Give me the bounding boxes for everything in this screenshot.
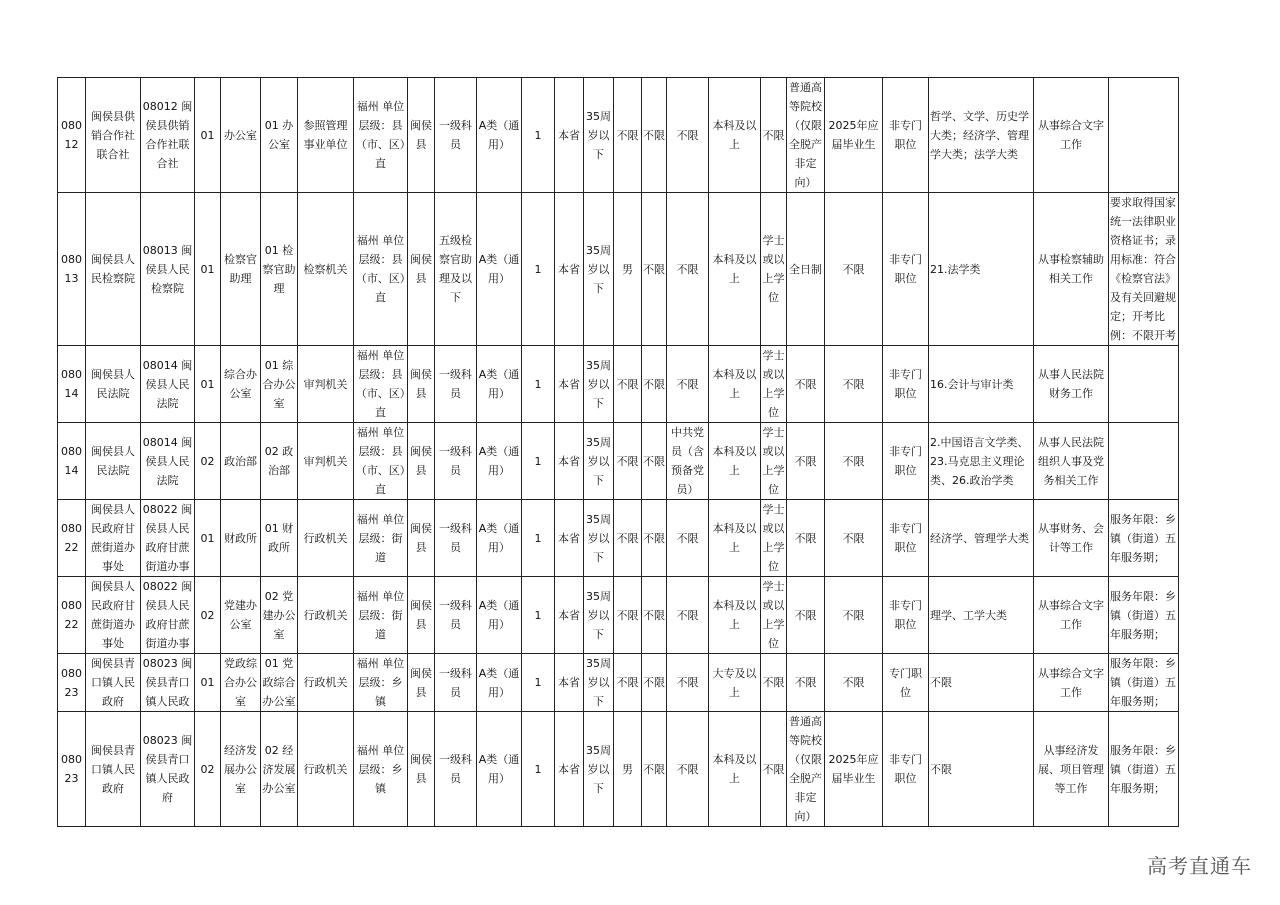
cell-department: 闽侯县人民检察院	[86, 193, 141, 346]
cell-school-type: 不限	[787, 500, 825, 577]
cell-age: 35周岁以下	[584, 193, 614, 346]
cell-position-no: 02	[195, 423, 221, 500]
cell-code: 08013	[58, 193, 86, 346]
cell-household: 本省	[555, 500, 584, 577]
cell-major: 经济学、管理学大类	[929, 500, 1034, 577]
cell-age: 35周岁以下	[584, 346, 614, 423]
cell-position-full: 01 财政所	[261, 500, 298, 577]
cell-position-name: 经济发展办公室	[221, 712, 261, 827]
cell-gender: 不限	[614, 423, 642, 500]
cell-code: 08022	[58, 500, 86, 577]
cell-age: 35周岁以下	[584, 500, 614, 577]
cell-school-type: 普通高等院校（仅限全脱产非定向）	[787, 712, 825, 827]
cell-major: 不限	[929, 654, 1034, 712]
cell-position-no: 01	[195, 500, 221, 577]
cell-graduate-status: 2025年应届毕业生	[825, 78, 883, 193]
cell-department: 闽侯县人民政府甘蔗街道办事处	[86, 577, 141, 654]
cell-exam-category: A类（通用）	[477, 577, 522, 654]
cell-unit-level: 福州 单位层级：街道	[354, 500, 408, 577]
cell-graduate-status: 不限	[825, 423, 883, 500]
cell-position-name: 党建办公室	[221, 577, 261, 654]
cell-location: 闽侯县	[408, 193, 435, 346]
table-row	[58, 577, 1179, 654]
cell-politics: 不限	[667, 712, 709, 827]
cell-unit-type: 审判机关	[298, 346, 354, 423]
cell-department: 闽侯县人民法院	[86, 346, 141, 423]
cell-department: 闽侯县供销合作社联合社	[86, 78, 141, 193]
cell-headcount: 1	[522, 193, 555, 346]
cell-remarks: 服务年限：乡镇（街道）五年服务期；	[1109, 500, 1179, 577]
cell-location: 闽侯县	[408, 346, 435, 423]
cell-dept-full: 08013 闽侯县人民检察院	[141, 193, 195, 346]
cell-politics: 中共党员（含预备党员）	[667, 423, 709, 500]
cell-household: 本省	[555, 78, 584, 193]
cell-exam-category: A类（通用）	[477, 346, 522, 423]
cell-position-type: 非专门职位	[883, 193, 929, 346]
cell-school-type: 普通高等院校（仅限全脱产非定向）	[787, 78, 825, 193]
table-row	[58, 500, 1179, 577]
cell-grade: 一级科员	[435, 346, 477, 423]
cell-education: 本科及以上	[709, 712, 761, 827]
cell-position-name: 财政所	[221, 500, 261, 577]
cell-department: 闽侯县青口镇人民政府	[86, 654, 141, 712]
cell-dept-full: 08023 闽侯县青口镇人民政府	[141, 712, 195, 827]
cell-location: 闽侯县	[408, 500, 435, 577]
cell-graduate-status: 不限	[825, 193, 883, 346]
cell-department: 闽侯县人民政府甘蔗街道办事处	[86, 500, 141, 577]
cell-grade: 五级检察官助理及以下	[435, 193, 477, 346]
cell-school-type: 不限	[787, 577, 825, 654]
cell-position-no: 01	[195, 78, 221, 193]
cell-graduate-status: 不限	[825, 577, 883, 654]
cell-code: 08014	[58, 346, 86, 423]
cell-position-no: 02	[195, 712, 221, 827]
cell-graduate-status: 不限	[825, 500, 883, 577]
cell-headcount: 1	[522, 423, 555, 500]
cell-code: 08014	[58, 423, 86, 500]
cell-grade: 一级科员	[435, 577, 477, 654]
cell-politics: 不限	[667, 577, 709, 654]
cell-major: 哲学、文学、历史学大类；经济学、管理学大类；法学大类	[929, 78, 1034, 193]
cell-degree: 学士或以上学位	[761, 500, 787, 577]
cell-code: 08023	[58, 712, 86, 827]
cell-location: 闽侯县	[408, 78, 435, 193]
cell-gender: 不限	[614, 500, 642, 577]
cell-position-name: 办公室	[221, 78, 261, 193]
cell-remarks: 服务年限：乡镇（街道）五年服务期；	[1109, 654, 1179, 712]
cell-remarks: 要求取得国家统一法律职业资格证书；录用标准：符合《检察官法》及有关回避规定；开考比例：不限开考	[1109, 193, 1179, 346]
cell-school-type: 不限	[787, 346, 825, 423]
cell-dept-full: 08012 闽侯县供销合作社联合社	[141, 78, 195, 193]
cell-ethnicity: 不限	[642, 193, 667, 346]
table-row	[58, 193, 1179, 346]
cell-education: 大专及以上	[709, 654, 761, 712]
cell-ethnicity: 不限	[642, 654, 667, 712]
cell-headcount: 1	[522, 712, 555, 827]
cell-location: 闽侯县	[408, 577, 435, 654]
cell-position-type: 非专门职位	[883, 346, 929, 423]
cell-education: 本科及以上	[709, 577, 761, 654]
cell-position-name: 综合办公室	[221, 346, 261, 423]
cell-dept-full: 08014 闽侯县人民法院	[141, 346, 195, 423]
cell-education: 本科及以上	[709, 500, 761, 577]
cell-exam-category: A类（通用）	[477, 500, 522, 577]
cell-ethnicity: 不限	[642, 577, 667, 654]
cell-politics: 不限	[667, 500, 709, 577]
cell-age: 35周岁以下	[584, 654, 614, 712]
cell-headcount: 1	[522, 654, 555, 712]
cell-unit-level: 福州 单位层级：街道	[354, 577, 408, 654]
cell-position-type: 非专门职位	[883, 577, 929, 654]
cell-graduate-status: 不限	[825, 654, 883, 712]
cell-position-type: 专门职位	[883, 654, 929, 712]
cell-position-full: 02 政治部	[261, 423, 298, 500]
cell-department: 闽侯县青口镇人民政府	[86, 712, 141, 827]
cell-degree: 学士或以上学位	[761, 193, 787, 346]
cell-department: 闽侯县人民法院	[86, 423, 141, 500]
cell-degree: 不限	[761, 712, 787, 827]
cell-grade: 一级科员	[435, 500, 477, 577]
cell-code: 08022	[58, 577, 86, 654]
cell-remarks: 服务年限：乡镇（街道）五年服务期；	[1109, 712, 1179, 827]
cell-household: 本省	[555, 346, 584, 423]
cell-position-full: 01 党政综合办公室	[261, 654, 298, 712]
watermark-text: 高考直通车	[1147, 854, 1252, 878]
cell-unit-level: 福州 单位层级：县（市、区）直	[354, 346, 408, 423]
cell-grade: 一级科员	[435, 78, 477, 193]
cell-code: 08012	[58, 78, 86, 193]
cell-remarks	[1109, 78, 1179, 193]
cell-ethnicity: 不限	[642, 500, 667, 577]
cell-exam-category: A类（通用）	[477, 654, 522, 712]
cell-unit-level: 福州 单位层级：乡镇	[354, 654, 408, 712]
cell-education: 本科及以上	[709, 193, 761, 346]
cell-degree: 不限	[761, 654, 787, 712]
cell-age: 35周岁以下	[584, 423, 614, 500]
cell-age: 35周岁以下	[584, 78, 614, 193]
cell-school-type: 不限	[787, 654, 825, 712]
cell-job-duty: 从事综合文字工作	[1034, 78, 1109, 193]
cell-location: 闽侯县	[408, 712, 435, 827]
cell-position-name: 党政综合办公室	[221, 654, 261, 712]
cell-unit-level: 福州 单位层级：县（市、区）直	[354, 423, 408, 500]
cell-location: 闽侯县	[408, 654, 435, 712]
table-row	[58, 78, 1179, 193]
cell-degree: 不限	[761, 78, 787, 193]
cell-graduate-status: 不限	[825, 346, 883, 423]
cell-position-full: 01 检察官助理	[261, 193, 298, 346]
cell-ethnicity: 不限	[642, 78, 667, 193]
cell-major: 不限	[929, 712, 1034, 827]
table-row	[58, 423, 1179, 500]
cell-unit-type: 行政机关	[298, 654, 354, 712]
cell-grade: 一级科员	[435, 654, 477, 712]
cell-politics: 不限	[667, 654, 709, 712]
cell-remarks: 服务年限：乡镇（街道）五年服务期；	[1109, 577, 1179, 654]
cell-position-full: 02 经济发展办公室	[261, 712, 298, 827]
cell-ethnicity: 不限	[642, 346, 667, 423]
cell-school-type: 不限	[787, 423, 825, 500]
cell-gender: 不限	[614, 654, 642, 712]
cell-position-type: 非专门职位	[883, 712, 929, 827]
cell-unit-type: 行政机关	[298, 712, 354, 827]
cell-job-duty: 从事人民法院组织人事及党务相关工作	[1034, 423, 1109, 500]
cell-gender: 男	[614, 712, 642, 827]
cell-graduate-status: 2025年应届毕业生	[825, 712, 883, 827]
cell-job-duty: 从事综合文字工作	[1034, 654, 1109, 712]
cell-gender: 男	[614, 193, 642, 346]
cell-gender: 不限	[614, 78, 642, 193]
cell-gender: 不限	[614, 346, 642, 423]
cell-household: 本省	[555, 423, 584, 500]
table-row	[58, 346, 1179, 423]
cell-exam-category: A类（通用）	[477, 423, 522, 500]
cell-degree: 学士或以上学位	[761, 423, 787, 500]
cell-job-duty: 从事检察辅助相关工作	[1034, 193, 1109, 346]
cell-position-no: 02	[195, 577, 221, 654]
cell-unit-type: 行政机关	[298, 577, 354, 654]
cell-code: 08023	[58, 654, 86, 712]
cell-position-type: 非专门职位	[883, 500, 929, 577]
table-row	[58, 712, 1179, 827]
cell-headcount: 1	[522, 78, 555, 193]
cell-position-no: 01	[195, 654, 221, 712]
cell-major: 2.中国语言文学类、23.马克思主义理论类、26.政治学类	[929, 423, 1034, 500]
cell-headcount: 1	[522, 577, 555, 654]
cell-politics: 不限	[667, 78, 709, 193]
cell-degree: 学士或以上学位	[761, 346, 787, 423]
cell-age: 35周岁以下	[584, 577, 614, 654]
cell-job-duty: 从事人民法院财务工作	[1034, 346, 1109, 423]
cell-dept-full: 08023 闽侯县青口镇人民政	[141, 654, 195, 712]
cell-job-duty: 从事综合文字工作	[1034, 577, 1109, 654]
cell-exam-category: A类（通用）	[477, 78, 522, 193]
cell-school-type: 全日制	[787, 193, 825, 346]
cell-gender: 不限	[614, 577, 642, 654]
cell-household: 本省	[555, 654, 584, 712]
cell-unit-type: 行政机关	[298, 500, 354, 577]
cell-remarks	[1109, 346, 1179, 423]
cell-education: 本科及以上	[709, 423, 761, 500]
cell-dept-full: 08014 闽侯县人民法院	[141, 423, 195, 500]
cell-exam-category: A类（通用）	[477, 712, 522, 827]
cell-major: 21.法学类	[929, 193, 1034, 346]
cell-position-no: 01	[195, 193, 221, 346]
cell-position-name: 检察官助理	[221, 193, 261, 346]
cell-household: 本省	[555, 712, 584, 827]
cell-position-type: 非专门职位	[883, 423, 929, 500]
cell-position-full: 02 党建办公室	[261, 577, 298, 654]
cell-politics: 不限	[667, 346, 709, 423]
cell-degree: 学士或以上学位	[761, 577, 787, 654]
cell-unit-level: 福州 单位层级：县（市、区）直	[354, 193, 408, 346]
cell-unit-level: 福州 单位层级：县（市、区）直	[354, 78, 408, 193]
cell-major: 16.会计与审计类	[929, 346, 1034, 423]
cell-exam-category: A类（通用）	[477, 193, 522, 346]
cell-unit-level: 福州 单位层级：乡镇	[354, 712, 408, 827]
cell-position-type: 非专门职位	[883, 78, 929, 193]
cell-job-duty: 从事经济发展、项目管理等工作	[1034, 712, 1109, 827]
cell-position-full: 01 综合办公室	[261, 346, 298, 423]
cell-household: 本省	[555, 193, 584, 346]
cell-education: 本科及以上	[709, 346, 761, 423]
cell-position-no: 01	[195, 346, 221, 423]
cell-headcount: 1	[522, 346, 555, 423]
cell-household: 本省	[555, 577, 584, 654]
cell-dept-full: 08022 闽侯县人民政府甘蔗街道办事	[141, 500, 195, 577]
cell-dept-full: 08022 闽侯县人民政府甘蔗街道办事	[141, 577, 195, 654]
cell-unit-type: 审判机关	[298, 423, 354, 500]
cell-grade: 一级科员	[435, 712, 477, 827]
cell-ethnicity: 不限	[642, 423, 667, 500]
cell-unit-type: 参照管理事业单位	[298, 78, 354, 193]
cell-grade: 一级科员	[435, 423, 477, 500]
cell-age: 35周岁以下	[584, 712, 614, 827]
cell-unit-type: 检察机关	[298, 193, 354, 346]
cell-position-full: 01 办公室	[261, 78, 298, 193]
cell-remarks	[1109, 423, 1179, 500]
cell-location: 闽侯县	[408, 423, 435, 500]
cell-position-name: 政治部	[221, 423, 261, 500]
table-row	[58, 654, 1179, 712]
cell-ethnicity: 不限	[642, 712, 667, 827]
cell-politics: 不限	[667, 193, 709, 346]
cell-education: 本科及以上	[709, 78, 761, 193]
job-listing-table	[57, 77, 1179, 827]
cell-major: 理学、工学大类	[929, 577, 1034, 654]
cell-job-duty: 从事财务、会计等工作	[1034, 500, 1109, 577]
cell-headcount: 1	[522, 500, 555, 577]
